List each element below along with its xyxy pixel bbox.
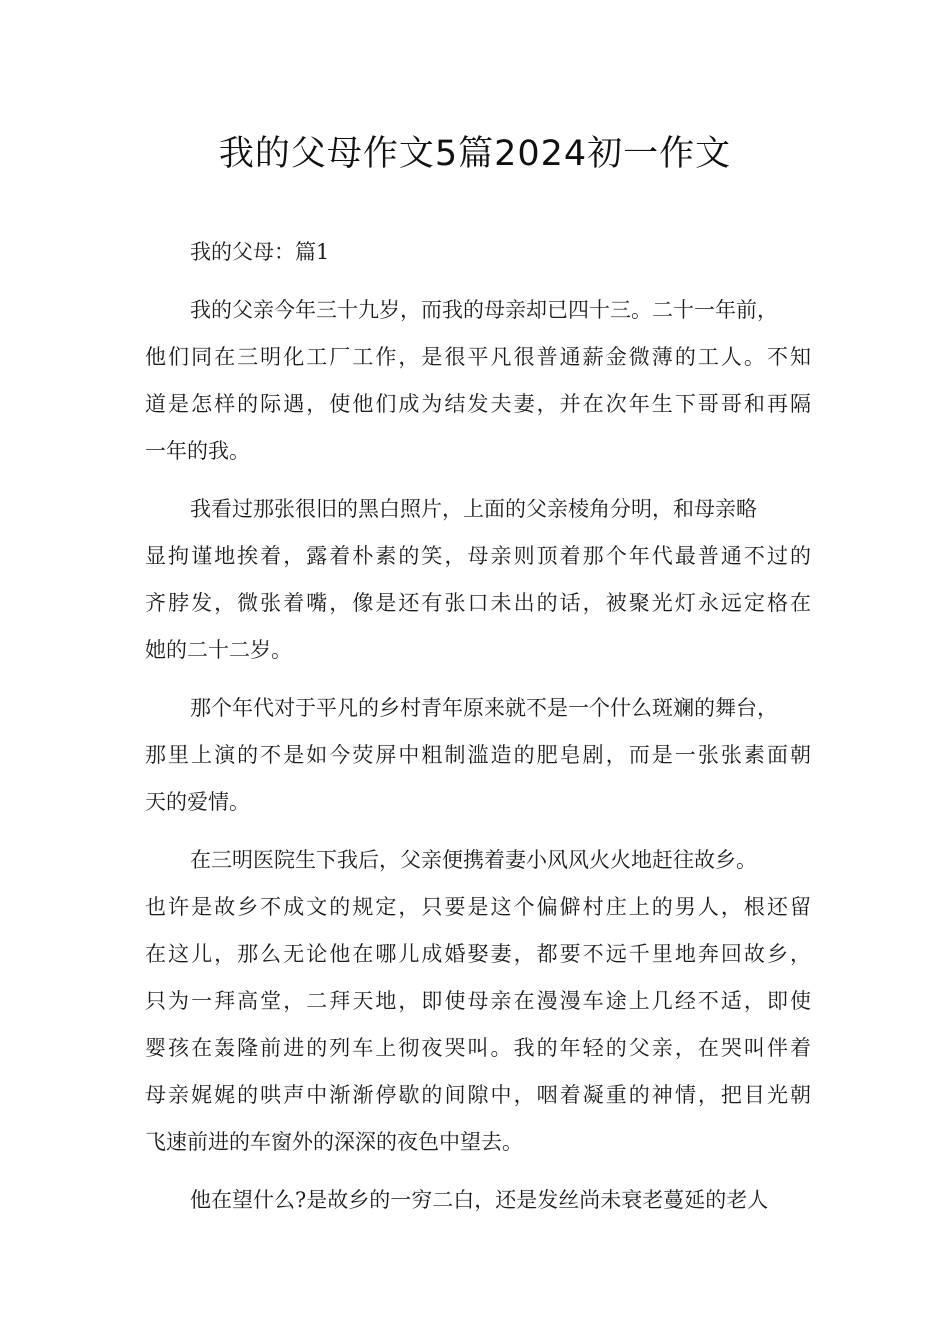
text-line: 他在望什么?是故乡的一穷二白，还是发丝尚未衰老蔓延的老人 (190, 1188, 769, 1212)
paragraph-gap (145, 674, 811, 685)
text-line: 齐脖发，微张着嘴，像是还有张口未出的话，被聚光灯永远定格在 (145, 591, 811, 615)
text-line: 她的二十二岁。 (145, 638, 292, 662)
text-line: 那个年代对于平凡的乡村青年原来就不是一个什么斑斓的舞台， (190, 696, 778, 720)
text-line: 在三明医院生下我后，父亲便携着妻小风风火火地赶往故乡。 (190, 848, 757, 872)
paragraph-1 (145, 287, 811, 475)
paragraph-3 (145, 685, 811, 826)
text-line: 一年的我。 (145, 439, 250, 463)
text-line: 天的爱情。 (145, 790, 250, 814)
text-line: 我看过那张很旧的黑白照片，上面的父亲棱角分明，和母亲略 (190, 497, 757, 521)
text-line: 道是怎样的际遇，使他们成为结发夫妻，并在次年生下哥哥和再隔 (145, 392, 811, 416)
paragraph-gap (145, 826, 811, 837)
text-line: 也许是故乡不成文的规定，只要是这个偏僻村庄上的男人，根还留 (145, 895, 811, 919)
paragraph-2 (145, 486, 811, 674)
text-line: 我的父亲今年三十九岁，而我的母亲却已四十三。二十一年前， (190, 298, 778, 322)
text-line: 那里上演的不是如今荧屏中粗制滥造的肥皂剧，而是一张张素面朝 (145, 743, 811, 767)
text-line: 婴孩在轰隆前进的列车上彻夜哭叫。我的年轻的父亲，在哭叫伴着 (145, 1036, 811, 1060)
text-line: 飞速前进的车窗外的深深的夜色中望去。 (145, 1130, 523, 1154)
paragraph-5 (145, 1177, 811, 1224)
text-line: 他们同在三明化工厂工作，是很平凡很普通薪金微薄的工人。不知 (145, 345, 811, 369)
text-line: 显拘谨地挨着，露着朴素的笑，母亲则顶着那个年代最普通不过的 (145, 544, 811, 568)
paragraph-gap (145, 475, 811, 486)
document-title: 我的父母作文5篇2024初一作文 (218, 134, 732, 174)
text-line: 母亲娓娓的哄声中渐渐停歇的间隙中，咽着凝重的神情，把目光朝 (145, 1083, 811, 1107)
paragraph-gap (145, 276, 811, 287)
section-heading: 我的父母：篇1 (190, 240, 330, 264)
document-body (145, 229, 811, 1224)
paragraph-4 (145, 837, 811, 1166)
paragraph-gap (145, 1166, 811, 1177)
text-line: 在这儿，那么无论他在哪儿成婚娶妻，都要不远千里地奔回故乡， (145, 942, 811, 966)
text-line: 只为一拜高堂，二拜天地，即使母亲在漫漫车途上几经不适，即使 (145, 989, 811, 1013)
